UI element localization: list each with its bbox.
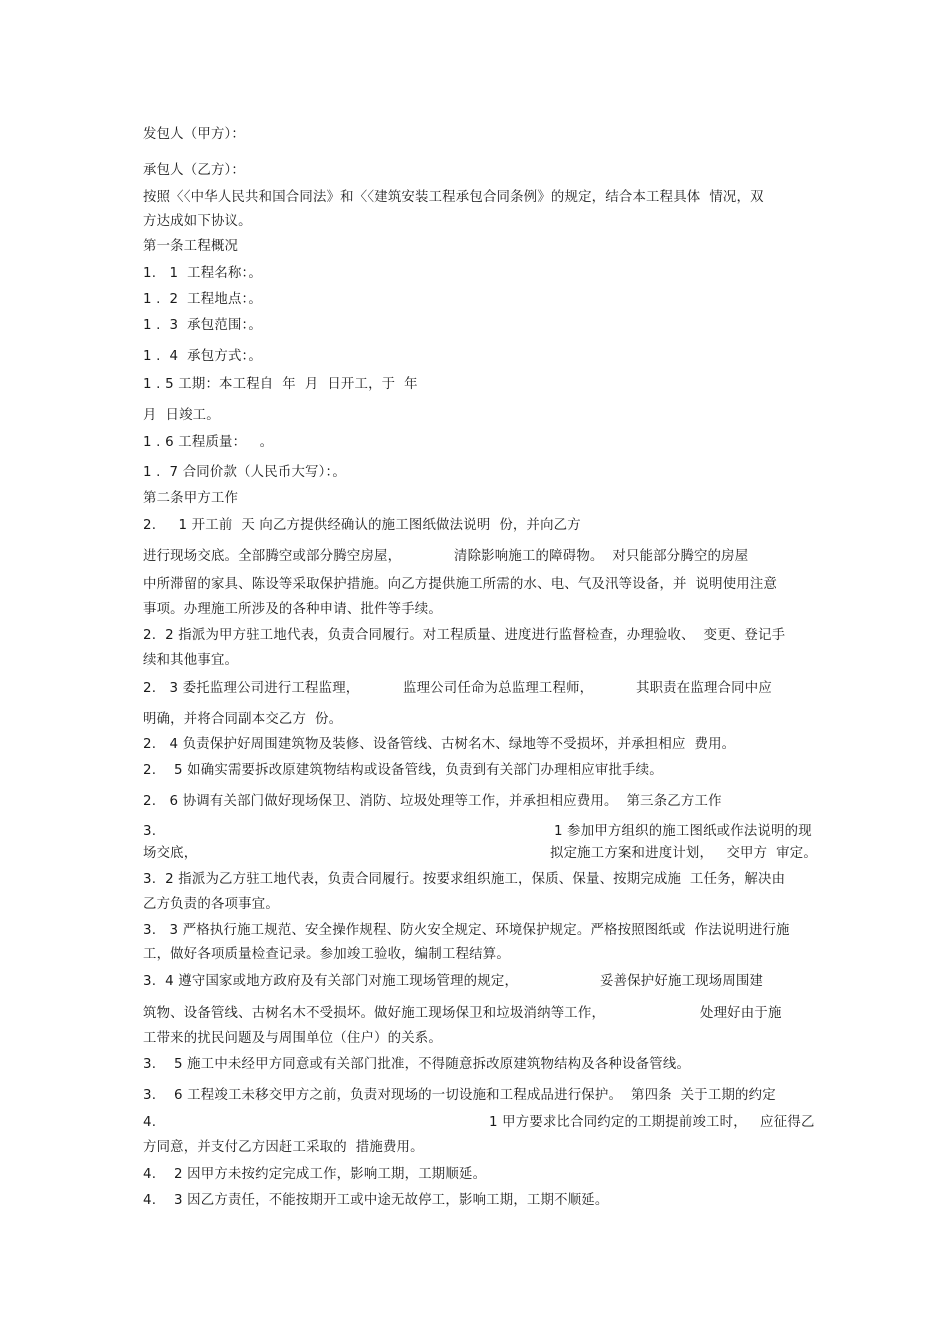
- clause-1-1: 1. 1 工程名称：。: [143, 266, 263, 281]
- clause-2-2: 2. 2 指派为甲方驻工地代表，负责合同履行。对工程质量、进度进行监督检查，办理验收、 变更、登记手: [143, 628, 786, 643]
- clause-1-5-cont: 月 日竣工。: [143, 408, 220, 423]
- clause-3-4-cont-1: 筑物、设备管线、古树名木不受损坏。做好施工现场保卫和垃圾消纳等工作， 处理好由于施: [143, 1006, 782, 1021]
- clause-1-3: 1 . 3 承包范围：。: [143, 318, 263, 333]
- party-a-line: 发包人（甲方）：: [143, 127, 246, 142]
- preamble-line-1: 按照〈〈中华人民共和国合同法》和〈〈建筑安装工程承包合同条例》的规定，结合本工程具体 情况，双: [143, 190, 764, 205]
- clause-2-1-cont-2: 中所滞留的家具、陈设等采取保护措施。向乙方提供施工所需的水、电、气及汛等设备，并 说明使用注意: [143, 577, 778, 592]
- clause-1-7: 1 . 7 合同价款（人民币大写）：。: [143, 465, 346, 480]
- clause-1-5: 1 . 5 工期：本工程自 年 月 日开工，于 年: [143, 377, 418, 392]
- clause-2-1-cont-1: 进行现场交底。全部腾空或部分腾空房屋， 清除影响施工的障碍物。 对只能部分腾空的房屋: [143, 549, 749, 564]
- clause-3-2: 3. 2 指派为乙方驻工地代表，负责合同履行。按要求组织施工，保质、保量、按期完成施 工任务，解决由: [143, 872, 786, 887]
- clause-3-1: 3. 1 参加甲方组织的施工图纸或作法说明的现: [143, 824, 812, 839]
- clause-1-6: 1 . 6 工程质量： 。: [143, 435, 274, 450]
- clause-3-1-cont: 场交底， 拟定施工方案和进度计划， 交甲方 审定。: [143, 846, 817, 861]
- clause-3-3-cont: 工，做好各项质量检查记录。参加竣工验收，编制工程结算。: [143, 947, 510, 962]
- clause-2-4: 2. 4 负责保护好周围建筑物及装修、设备管线、古树名木、绿地等不受损坏，并承担相应 费用。: [143, 737, 736, 752]
- clause-3-6: 3. 6 工程竣工未移交甲方之前，负责对现场的一切设施和工程成品进行保护。 第四条 关于工期的约定: [143, 1088, 776, 1103]
- clause-4-2: 4. 2 因甲方未按约定完成工作，影响工期，工期顺延。: [143, 1167, 487, 1182]
- clause-3-4-cont-2: 工带来的扰民问题及与周围单位（住户）的关系。: [143, 1031, 442, 1046]
- clause-1-2: 1 . 2 工程地点：。: [143, 292, 263, 307]
- clause-3-4: 3. 4 遵守国家或地方政府及有关部门对施工现场管理的规定， 妥善保护好施工现场周围建: [143, 974, 764, 989]
- clause-1-4: 1 . 4 承包方式：。: [143, 349, 263, 364]
- party-b-line: 承包人（乙方）：: [143, 163, 246, 178]
- clause-4-3: 4. 3 因乙方责任，不能按期开工或中途无故停工，影响工期，工期不顺延。: [143, 1193, 609, 1208]
- clause-2-1: 2. 1 开工前 天 向乙方提供经确认的施工图纸做法说明 份，并向乙方: [143, 518, 581, 533]
- article-2-title: 第二条甲方工作: [143, 491, 239, 506]
- clause-3-3: 3. 3 严格执行施工规范、安全操作规程、防火安全规定、环境保护规定。严格按照图纸或 作法说明进行施: [143, 923, 790, 938]
- clause-3-2-cont: 乙方负责的各项事宜。: [143, 897, 279, 912]
- clause-4-1: 4. 1 甲方要求比合同约定的工期提前竣工时， 应征得乙: [143, 1115, 815, 1130]
- article-1-title: 第一条工程概况: [143, 239, 239, 254]
- clause-2-6: 2. 6 协调有关部门做好现场保卫、消防、垃圾处理等工作，并承担相应费用。 第三条乙方工作: [143, 794, 722, 809]
- clause-2-3-cont: 明确，并将合同副本交乙方 份。: [143, 712, 343, 727]
- clause-2-1-cont-3: 事项。办理施工所涉及的各种申请、批件等手续。: [143, 602, 442, 617]
- clause-2-3: 2. 3 委托监理公司进行工程监理， 监理公司任命为总监理工程师， 其职责在监理合同中应: [143, 681, 772, 696]
- clause-2-2-cont: 续和其他事宜。: [143, 653, 239, 668]
- clause-3-5: 3. 5 施工中未经甲方同意或有关部门批准，不得随意拆改原建筑物结构及各种设备管线。: [143, 1057, 691, 1072]
- clause-2-5: 2. 5 如确实需要拆改原建筑物结构或设备管线，负责到有关部门办理相应审批手续。: [143, 763, 663, 778]
- clause-4-1-cont: 方同意，并支付乙方因赶工采取的 措施费用。: [143, 1140, 424, 1155]
- preamble-line-2: 方达成如下协议。: [143, 214, 252, 229]
